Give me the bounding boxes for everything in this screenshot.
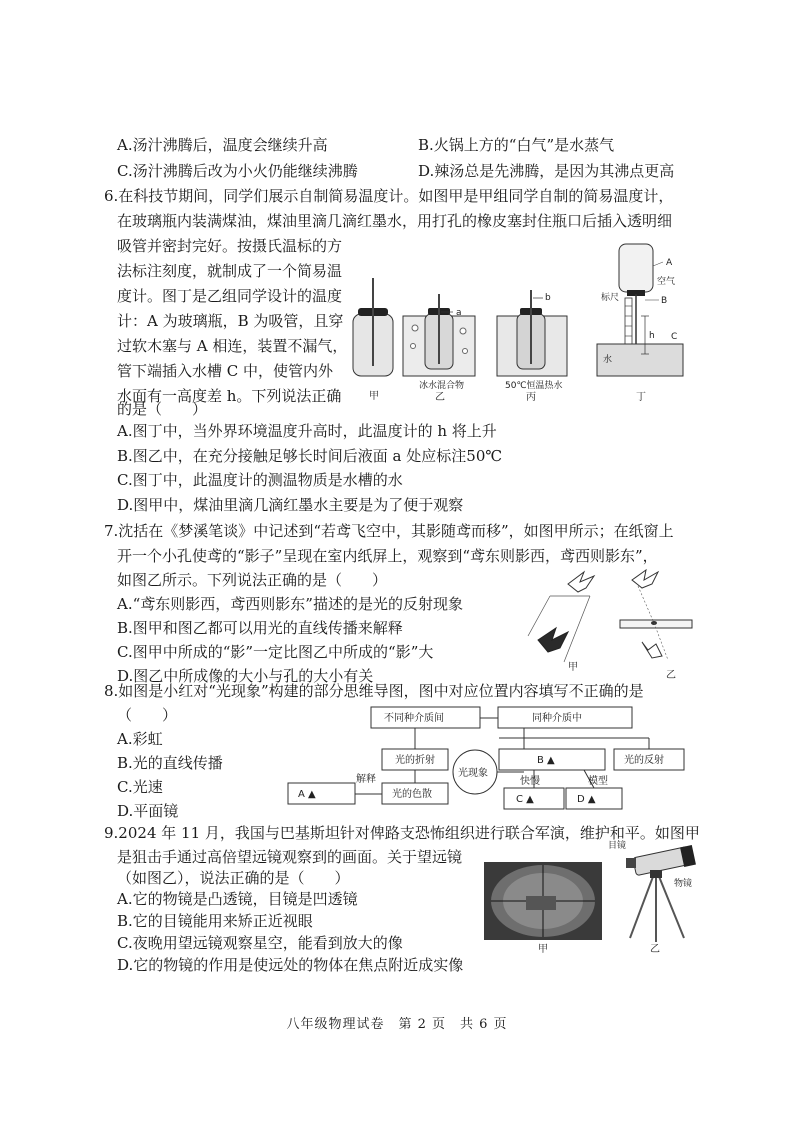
- q9-label-objective: 物镜: [674, 879, 693, 889]
- q6-stem-wrap6: 管下端插入水槽 C 中，使管内外: [117, 362, 334, 380]
- q6-option-a: A.图丁中，当外界环境温度升高时，此温度计的 h 将上升: [117, 422, 497, 440]
- q8-stem-line2: （ ）: [117, 706, 178, 724]
- q9-option-d: D.它的物镜的作用是使远处的物体在焦点附近成实像: [117, 956, 464, 974]
- q7-option-d: D.图乙中所成像的大小与孔的大小有关: [117, 667, 374, 685]
- map-fast-slow: 快慢: [520, 776, 540, 787]
- q7-stem-line2: 开一个小孔使鸢的“影子”呈现在室内纸屏上，观察到“鸢东则影西，鸢西则影东”，: [117, 547, 658, 565]
- beaker-bing: [497, 290, 567, 376]
- q7-label-jia: 甲: [568, 662, 578, 673]
- fig-label-bing: 丙: [526, 392, 536, 403]
- map-dispersion: 光的色散: [392, 789, 432, 800]
- q8-mind-map: [284, 702, 690, 814]
- q9-label-jia: 甲: [538, 944, 548, 955]
- q7-kite-figure: [520, 566, 700, 682]
- map-b: B ▲: [537, 755, 555, 766]
- map-reflection: 光的反射: [624, 755, 664, 766]
- q9-option-a: A.它的物镜是凸透镜，目镜是凹透镜: [117, 890, 358, 908]
- q6-option-b: B.图乙中，在充分接触足够长时间后液面 a 处应标注50℃: [117, 447, 503, 465]
- q5-option-c: C.汤汁沸腾后改为小火仍能继续沸腾: [117, 162, 358, 180]
- q8-stem-line1: 8.如图是小红对“光现象”构建的部分思维导图，图中对应位置内容填写不正确的是: [104, 682, 644, 700]
- telescope-drawing: [626, 845, 696, 942]
- q6-option-c: C.图丁中，此温度计的测温物质是水槽的水: [117, 471, 403, 489]
- q8-option-c: C.光速: [117, 778, 163, 796]
- map-refraction: 光的折射: [395, 755, 435, 766]
- q9-telescope-figure: [484, 838, 706, 956]
- q5-option-b: B.火锅上方的“白气”是水蒸气: [418, 136, 615, 154]
- scope-view-photo: [484, 862, 602, 940]
- q5-option-a: A.汤汁沸腾后，温度会继续升高: [117, 136, 328, 154]
- q6-option-d: D.图甲中，煤油里滴几滴红墨水主要是为了便于观察: [117, 496, 464, 514]
- map-c: C ▲: [516, 794, 534, 805]
- fig-label-shui: 水: [603, 355, 613, 365]
- kite-shadow-jia: [528, 572, 594, 662]
- q8-option-b: B.光的直线传播: [117, 754, 223, 772]
- fig-label-yi: 乙: [435, 392, 445, 403]
- pinhole-yi: [620, 570, 692, 660]
- fig-label-C: C: [671, 332, 678, 342]
- q6-stem-wrap2: 法标注刻度，就制成了一个简易温: [117, 262, 343, 280]
- q7-option-b: B.图甲和图乙都可以用光的直线传播来解释: [117, 619, 403, 637]
- beaker-yi: [403, 294, 475, 376]
- page-footer: 八年级物理试卷 第 2 页 共 6 页: [286, 1017, 508, 1032]
- fig-label-h: h: [649, 331, 655, 341]
- map-diff-medium: 不同种介质间: [384, 713, 444, 724]
- q7-stem-line3: 如图乙所示。下列说法正确的是（ ）: [117, 571, 388, 589]
- map-d: D ▲: [577, 794, 596, 805]
- q9-label-eyepiece: 目镜: [608, 841, 627, 851]
- q6-thermometer-figure: [345, 236, 690, 406]
- fig-label-kongqi: 空气: [657, 277, 676, 287]
- fig-label-A: A: [666, 258, 673, 268]
- q6-stem-wrap5: 过软木塞与 A 相连，装置不漏气，: [117, 337, 348, 355]
- q6-stem-wrap7: 水面有一高度差 h。下列说法正确: [117, 387, 342, 405]
- map-center: 光现象: [458, 768, 488, 779]
- fig-label-biaochi: 标尺: [601, 293, 620, 303]
- q6-stem-line2: 在玻璃瓶内装满煤油，煤油里滴几滴红墨水，用打孔的橡皮塞封住瓶口后插入透明细: [117, 212, 673, 230]
- q7-label-yi: 乙: [666, 670, 676, 681]
- q7-option-a: A.“鸢东则影西，鸢西则影东”描述的是光的反射现象: [117, 595, 463, 613]
- q5-option-d: D.辣汤总是先沸腾，是因为其沸点更高: [418, 162, 675, 180]
- q7-option-c: C.图甲中所成的“影”一定比图乙中所成的“影”大: [117, 643, 434, 661]
- map-a: A ▲: [298, 789, 316, 800]
- q6-stem-line1: 6.在科技节期间，同学们展示自制简易温度计。如图甲是甲组同学自制的简易温度计，: [104, 187, 674, 205]
- fig-label-bing-top: 50℃恒温热水: [505, 381, 563, 391]
- map-same-medium: 同种介质中: [532, 713, 582, 724]
- fig-label-B: B: [661, 296, 668, 306]
- fig-label-jia: 甲: [369, 391, 379, 402]
- q6-stem-wrap3: 度计。图丁是乙组同学设计的温度: [117, 287, 343, 305]
- bottle-jia: [353, 278, 393, 376]
- q9-stem-line3: （如图乙），说法正确的是（ ）: [117, 869, 350, 887]
- q8-option-d: D.平面镜: [117, 802, 179, 820]
- q9-option-b: B.它的目镜能用来矫正近视眼: [117, 912, 313, 930]
- fig-label-yi-top: 冰水混合物: [419, 381, 465, 391]
- q6-stem-wrap8-text: 的是（ ）: [117, 400, 208, 418]
- q6-stem-wrap4: 计：A 为玻璃瓶，B 为吸管，且穿: [117, 312, 344, 330]
- q9-label-yi: 乙: [650, 944, 660, 955]
- q9-stem-line2: 是狙击手通过高倍望远镜观察到的画面。关于望远镜: [117, 848, 463, 866]
- map-model: 模型: [588, 776, 608, 787]
- q8-option-a: A.彩虹: [117, 730, 163, 748]
- q9-stem-line1: 9.2024 年 11 月，我国与巴基斯坦针对俾路支恐怖组织进行联合军演，维护和平。如图甲: [104, 824, 700, 842]
- q6-stem-wrap1: 吸管并密封完好。按摄氏温标的方: [117, 237, 343, 255]
- map-box-c: [504, 788, 564, 809]
- fig-mark-a: a: [456, 308, 462, 318]
- q9-option-c: C.夜晚用望远镜观察星空，能看到放大的像: [117, 934, 403, 952]
- map-explain: 解释: [356, 774, 376, 785]
- fig-mark-b: b: [545, 293, 551, 303]
- q7-stem-line1: 7.沈括在《梦溪笔谈》中记述到“若鸢飞空中，其影随鸢而移”，如图甲所示；在纸窗上: [104, 522, 674, 540]
- fig-label-ding: 丁: [636, 392, 646, 403]
